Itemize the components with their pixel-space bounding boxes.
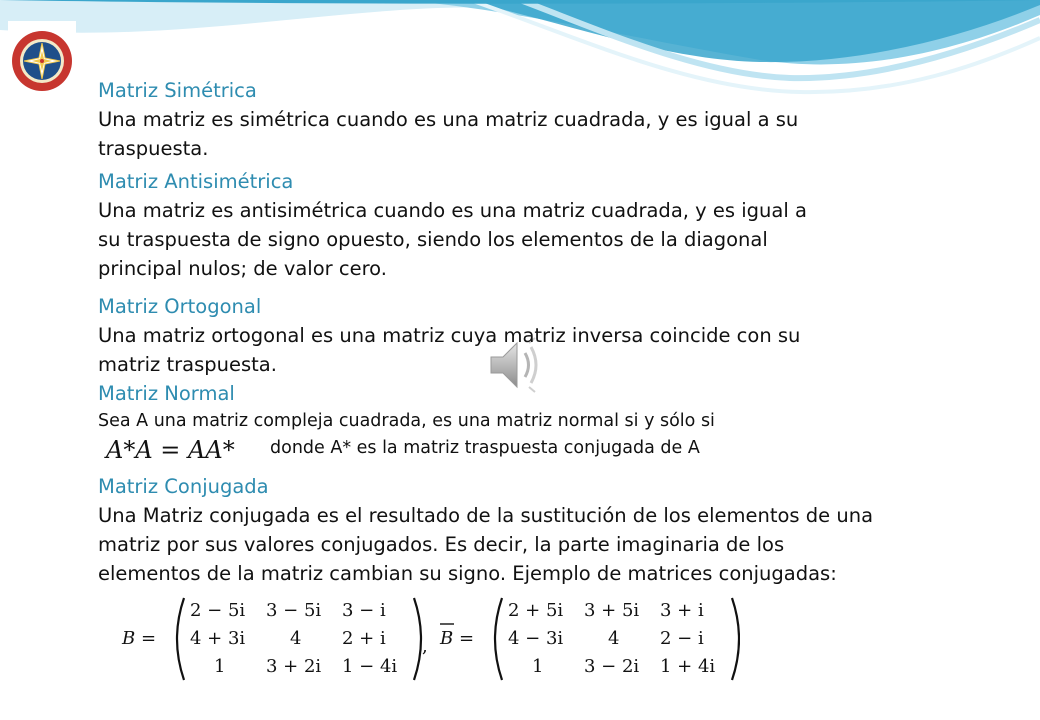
section-title: Matriz Ortogonal xyxy=(98,295,262,318)
svg-text:2 + 5i: 2 + 5i xyxy=(508,600,564,621)
svg-text:3 + 5i: 3 + 5i xyxy=(584,600,640,621)
svg-text:3 + i: 3 + i xyxy=(660,600,704,621)
svg-text:1 − 4i: 1 − 4i xyxy=(342,656,398,677)
svg-text:4: 4 xyxy=(608,628,620,649)
section-title: Matriz Normal xyxy=(98,382,235,405)
section-simetrica xyxy=(98,76,978,163)
section-antisimetrica xyxy=(98,167,978,283)
conjugate-matrices-example xyxy=(120,594,740,684)
formula-note: donde A* es la matriz traspuesta conjugada de A xyxy=(270,438,700,458)
section-title: Matriz Antisimétrica xyxy=(98,170,294,193)
svg-text:3 − i: 3 − i xyxy=(342,600,386,621)
matrix-b-label: B = xyxy=(122,628,157,649)
normal-matrix-formula xyxy=(104,433,254,467)
section-normal xyxy=(98,379,978,435)
svg-text:2 − i: 2 − i xyxy=(660,628,704,649)
svg-text:3 − 2i: 3 − 2i xyxy=(584,656,640,677)
section-text-line: principal nulos; de valor cero. xyxy=(98,257,387,280)
section-text-line: Una matriz es antisimétrica cuando es una matriz cuadrada, y es igual a xyxy=(98,199,807,222)
matrix-b-conj-label: B = xyxy=(440,628,475,649)
svg-text:A*A = AA*: A*A = AA* xyxy=(106,436,235,464)
svg-text:1 + 4i: 1 + 4i xyxy=(660,656,716,677)
svg-text:1: 1 xyxy=(532,656,544,677)
section-text-line: Sea A una matriz compleja cuadrada, es una matriz normal si y sólo si xyxy=(98,411,715,431)
svg-text:2 − 5i: 2 − 5i xyxy=(190,600,246,621)
svg-text:4 + 3i: 4 + 3i xyxy=(190,628,246,649)
section-text-line: Una Matriz conjugada es el resultado de la sustitución de los elementos de una xyxy=(98,504,874,527)
svg-text:3 − 5i: 3 − 5i xyxy=(266,600,322,621)
svg-text:2 + i: 2 + i xyxy=(342,628,386,649)
section-title: Matriz Simétrica xyxy=(98,79,257,102)
matrix-b-cells xyxy=(190,600,397,677)
svg-text:4 − 3i: 4 − 3i xyxy=(508,628,564,649)
university-logo xyxy=(8,21,76,103)
section-text-line: matriz por sus valores conjugados. Es decir, la parte imaginaria de los xyxy=(98,533,785,556)
section-conjugada xyxy=(98,472,978,588)
section-text-line: matriz traspuesta. xyxy=(98,353,277,376)
section-text-line: Una matriz ortogonal es una matriz cuya matriz inversa coincide con su xyxy=(98,324,801,347)
section-ortogonal xyxy=(98,292,978,379)
section-text-line: Una matriz es simétrica cuando es una matriz cuadrada, y es igual a su xyxy=(98,108,799,131)
svg-text:,: , xyxy=(422,636,428,657)
matrix-b-conj-cells xyxy=(508,600,715,677)
svg-text:4: 4 xyxy=(290,628,302,649)
svg-text:1: 1 xyxy=(214,656,226,677)
section-text-line: elementos de la matriz cambian su signo. Ejemplo de matrices conjugadas: xyxy=(98,562,837,585)
section-title: Matriz Conjugada xyxy=(98,475,269,498)
section-text-line: su traspuesta de signo opuesto, siendo los elementos de la diagonal xyxy=(98,228,768,251)
svg-text:3 + 2i: 3 + 2i xyxy=(266,656,322,677)
section-text-line: traspuesta. xyxy=(98,137,209,160)
